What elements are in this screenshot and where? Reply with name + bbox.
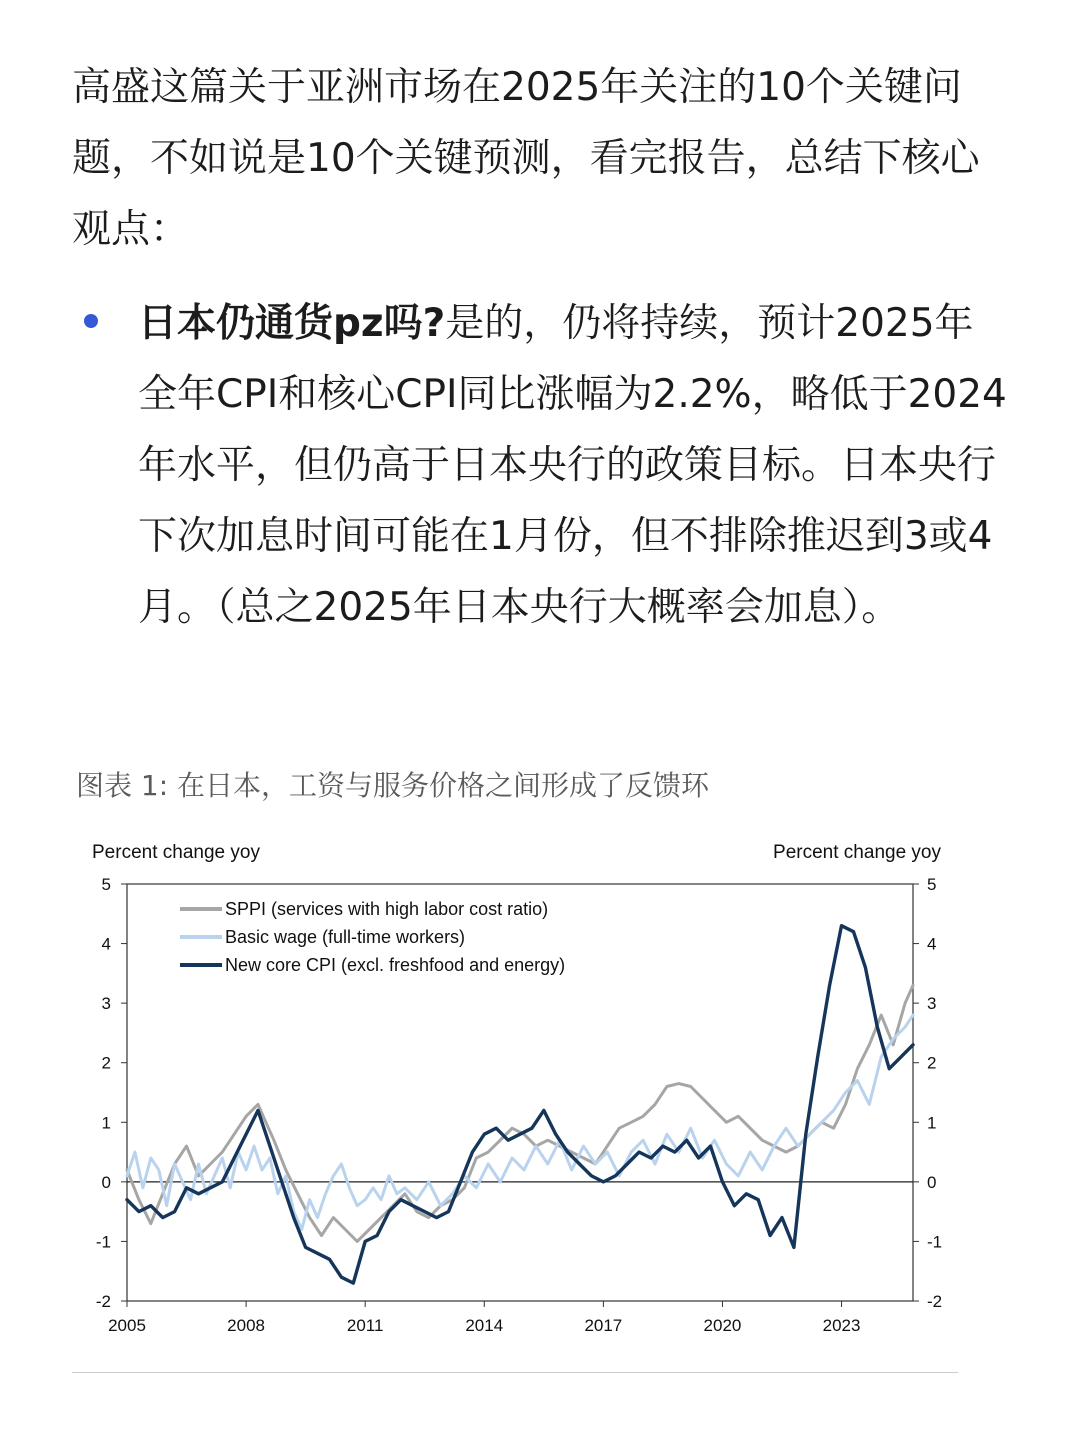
series-line-1: [127, 985, 913, 1241]
y-tick-label-right: -1: [927, 1232, 943, 1252]
y-tick-label-right: 2: [927, 1053, 937, 1073]
y-tick-label-right: 5: [927, 875, 937, 894]
y-tick-label-right: 3: [927, 994, 937, 1014]
figure-caption: 图表 1: 在日本，工资与服务价格之间形成了反馈环: [76, 769, 710, 802]
bullet-body: 是的，仍将持续，预计2025年全年CPI和核心CPI同比涨幅为2.2%，略低于2024年水平，但仍高于日本央行的政策目标。日本央行下次加息时间可能在1月份，但不排除推迟到3或4月。（总之2025年日本央行大概率会加息）。: [138, 301, 1007, 630]
y-tick-label-right: 4: [927, 934, 937, 954]
y-tick-label-left: -2: [95, 1292, 111, 1311]
x-tick-label: 2014: [465, 1316, 504, 1335]
bullet-item: [72, 288, 1012, 643]
x-tick-label: 2005: [108, 1316, 146, 1335]
x-tick-label: 2020: [703, 1316, 742, 1335]
y-tick-label-right: 1: [927, 1113, 937, 1133]
x-tick-label: 2023: [822, 1316, 861, 1335]
line-chart: [0, 820, 1080, 1360]
y-tick-label-right: 0: [927, 1172, 937, 1192]
legend-label-3: New core CPI (excl. freshfood and energy): [225, 955, 566, 975]
divider-line: [72, 1372, 958, 1373]
y-tick-label-left: 1: [101, 1113, 111, 1133]
series-line-3: [127, 926, 913, 1283]
x-tick-label: 2011: [346, 1316, 384, 1335]
series-line-2: [127, 1015, 913, 1229]
y-tick-label-left: 3: [101, 994, 111, 1014]
bullet-dot-icon: [84, 314, 98, 328]
y-tick-label-left: 5: [101, 875, 111, 894]
legend-label-2: Basic wage (full-time workers): [225, 927, 466, 947]
y-tick-label-left: -1: [95, 1232, 111, 1252]
x-tick-label: 2017: [584, 1316, 623, 1335]
intro-paragraph: 高盛这篇关于亚洲市场在2025年关注的10个关键问题，不如说是10个关键预测，看完报告，总结下核心观点：: [72, 65, 980, 252]
y-tick-label-right: -2: [927, 1292, 943, 1311]
x-tick-label: 2008: [227, 1316, 266, 1335]
y-tick-label-left: 2: [101, 1053, 111, 1073]
y-tick-label-left: 0: [101, 1172, 111, 1192]
bullet-text: [138, 288, 1012, 643]
legend-label-1: SPPI (services with high labor cost ratio): [225, 899, 549, 919]
y-axis-label-left: Percent change yoy: [92, 842, 260, 863]
y-tick-label-left: 4: [101, 934, 111, 954]
bullet-heading: 日本仍通货pz吗?: [138, 301, 446, 346]
y-axis-label-right: Percent change yoy: [773, 842, 941, 863]
